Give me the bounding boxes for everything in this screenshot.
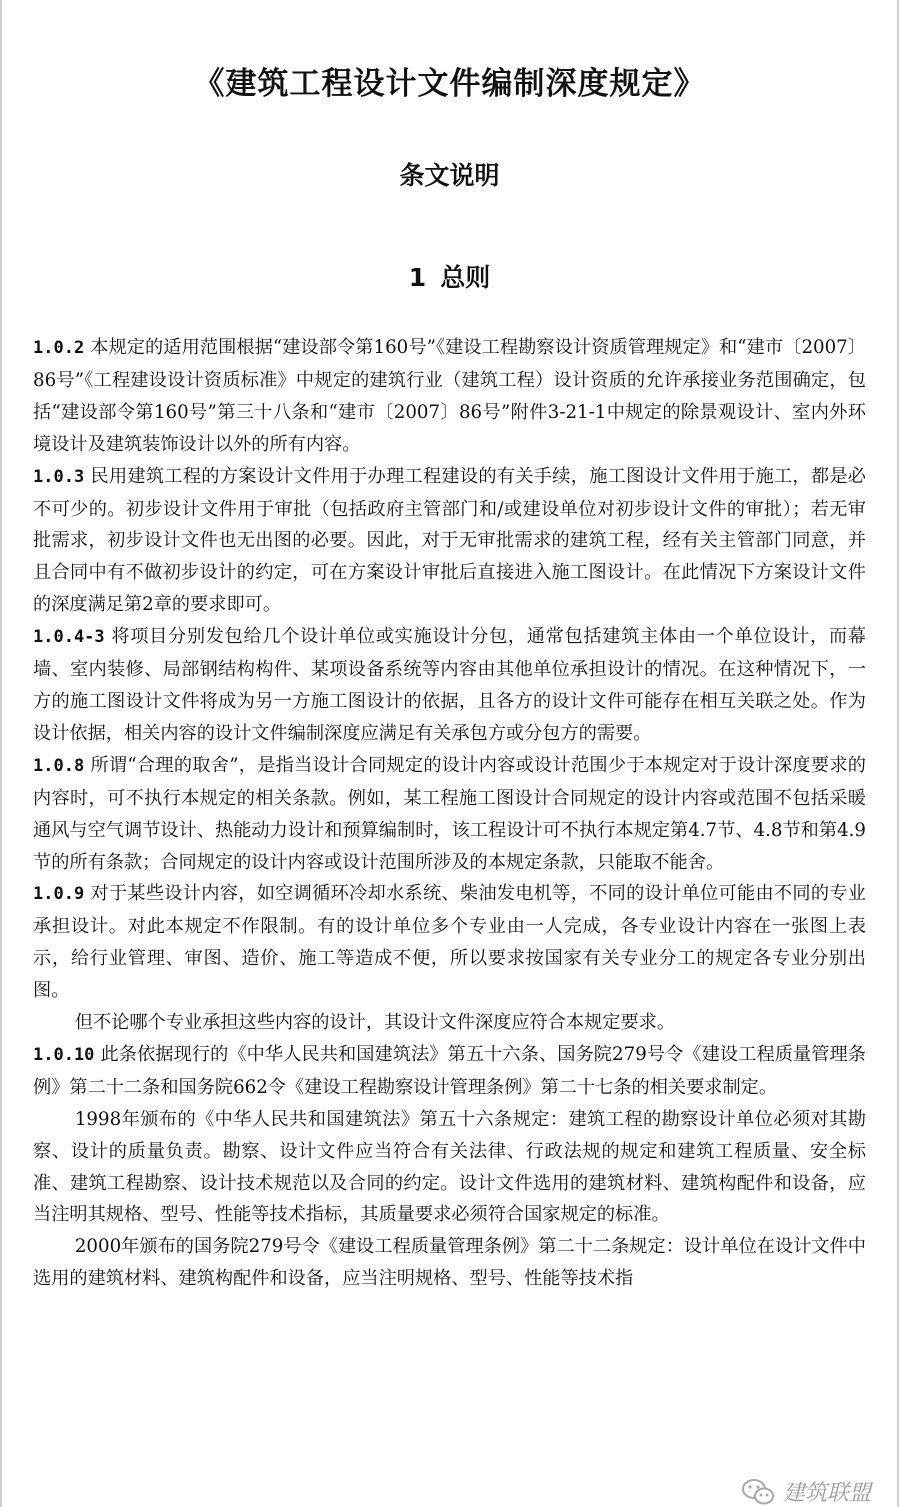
body-paragraph: 但不论哪个专业承担这些内容的设计，其设计文件深度应符合本规定要求。	[74, 1012, 676, 1034]
clause-paragraph	[33, 332, 866, 461]
clause-number: 1.0.4-3	[33, 627, 105, 648]
clause-text: 将项目分别发包给几个设计单位或实施设计分包，通常包括建筑主体由一个单位设计，而幕墙、室内装修、局部钢结构构件、某项设备系统等内容由其他单位承担设计的情况。在这种情况下，一方的施工图设计文件将成为另一方施工图设计的依据，且各方的设计文件可能存在相互关联之处。作为设计依据，相关内容的设计文件编制深度应满足有关承包方或分包方的需要。	[33, 626, 866, 744]
document-title: 《建筑工程设计文件编制深度规定》	[193, 66, 706, 102]
clause-number: 1.0.10	[33, 1044, 95, 1065]
chapter-heading	[0, 258, 899, 294]
clause-text: 此条依据现行的《中华人民共和国建筑法》第五十六条、国务院279号令《建设工程质量管理条例》第二十二条和国务院662令《建设工程勘察设计管理条例》第二十七条的相关要求制定。	[33, 1043, 866, 1098]
body-paragraph: 2000年颁布的国务院279号令《建设工程质量管理条例》第二十二条规定：设计单位在设计文件中选用的建筑材料、建筑构配件和设备，应当注明规格、型号、性能等技术指	[33, 1236, 866, 1290]
wechat-icon	[741, 1478, 775, 1506]
clause-text: 所谓“合理的取舍”，是指当设计合同规定的设计内容或设计范围少于本规定对于设计深度要求的内容时，可不执行本规定的相关条款。例如，某工程施工图设计合同规定的设计内容或范围不包括采暖通风与空气调节设计、热能动力设计和预算编制时，该工程设计可不执行本规定第4.7节、4.8节和第4.9节的所有条款；合同规定的设计内容或设计范围所涉及的本规定条款，只能取不能舍。	[33, 754, 866, 873]
watermark-text: 建筑联盟	[782, 1481, 871, 1506]
clause-text: 民用建筑工程的方案设计文件用于办理工程建设的有关手续，施工图设计文件用于施工，都是必不可少的。初步设计文件用于审批（包括政府主管部门和/或建设单位对初步设计文件的审批）；若无审批需求，初步设计文件也无出图的必要。因此，对于无审批需求的建筑工程，经有关主管部门同意，并且合同中有不做初步设计的约定，可在方案设计审批后直接进入施工图设计。在此情况下方案设计文件的深度满足第2章的要求即可。	[33, 465, 866, 616]
clause-paragraph	[33, 750, 866, 879]
page-left-border	[0, 0, 2, 1507]
document-body	[33, 332, 866, 1295]
clause-number: 1.0.8	[33, 755, 85, 776]
clause-number: 1.0.9	[33, 884, 85, 905]
document-subtitle: 条文说明	[399, 161, 500, 190]
clause-paragraph	[33, 461, 866, 622]
clause-text: 本规定的适用范围根据“建设部令第160号”《建设工程勘察设计资质管理规定》和“建市〔2007〕86号”《工程建设设计资质标准》中规定的建筑行业（建筑工程）设计资质的允许承接业务范围确定，包括“建设部令第160号”第三十八条和“建市〔2007〕86号”附件3-21-1中规定的除景观设计、室内外环境设计及建筑装饰设计以外的所有内容。	[33, 337, 866, 455]
watermark	[741, 1476, 871, 1507]
clause-text: 对于某些设计内容，如空调循环冷却水系统、柴油发电机等，不同的设计单位可能由不同的专业承担设计。对此本规定不作限制。有的设计单位多个专业由一人完成，各专业设计内容在一张图上表示，给行业管理、审图、造价、施工等造成不便，所以要求按国家有关专业分工的规定各专业分别出图。	[33, 883, 866, 1002]
chapter-number: 1	[408, 263, 427, 292]
chapter-title-text: 总则	[440, 263, 491, 292]
clause-paragraph	[33, 1039, 866, 1104]
clause-number: 1.0.2	[33, 338, 85, 358]
clause-number: 1.0.3	[33, 466, 85, 487]
clause-paragraph	[33, 878, 866, 1007]
body-paragraph: 1998年颁布的《中华人民共和国建筑法》第五十六条规定：建筑工程的勘察设计单位必须对其勘察、设计的质量负责。勘察、设计文件应当符合有关法律、行政法规的规定和建筑工程质量、安全标准、建筑工程勘察、设计技术规范以及合同的约定。设计文件选用的建筑材料、建筑构配件和设备，应当注明其规格、型号、性能等技术指标，其质量要求必须符合国家规定的标准。	[33, 1108, 866, 1226]
clause-paragraph	[33, 621, 866, 750]
